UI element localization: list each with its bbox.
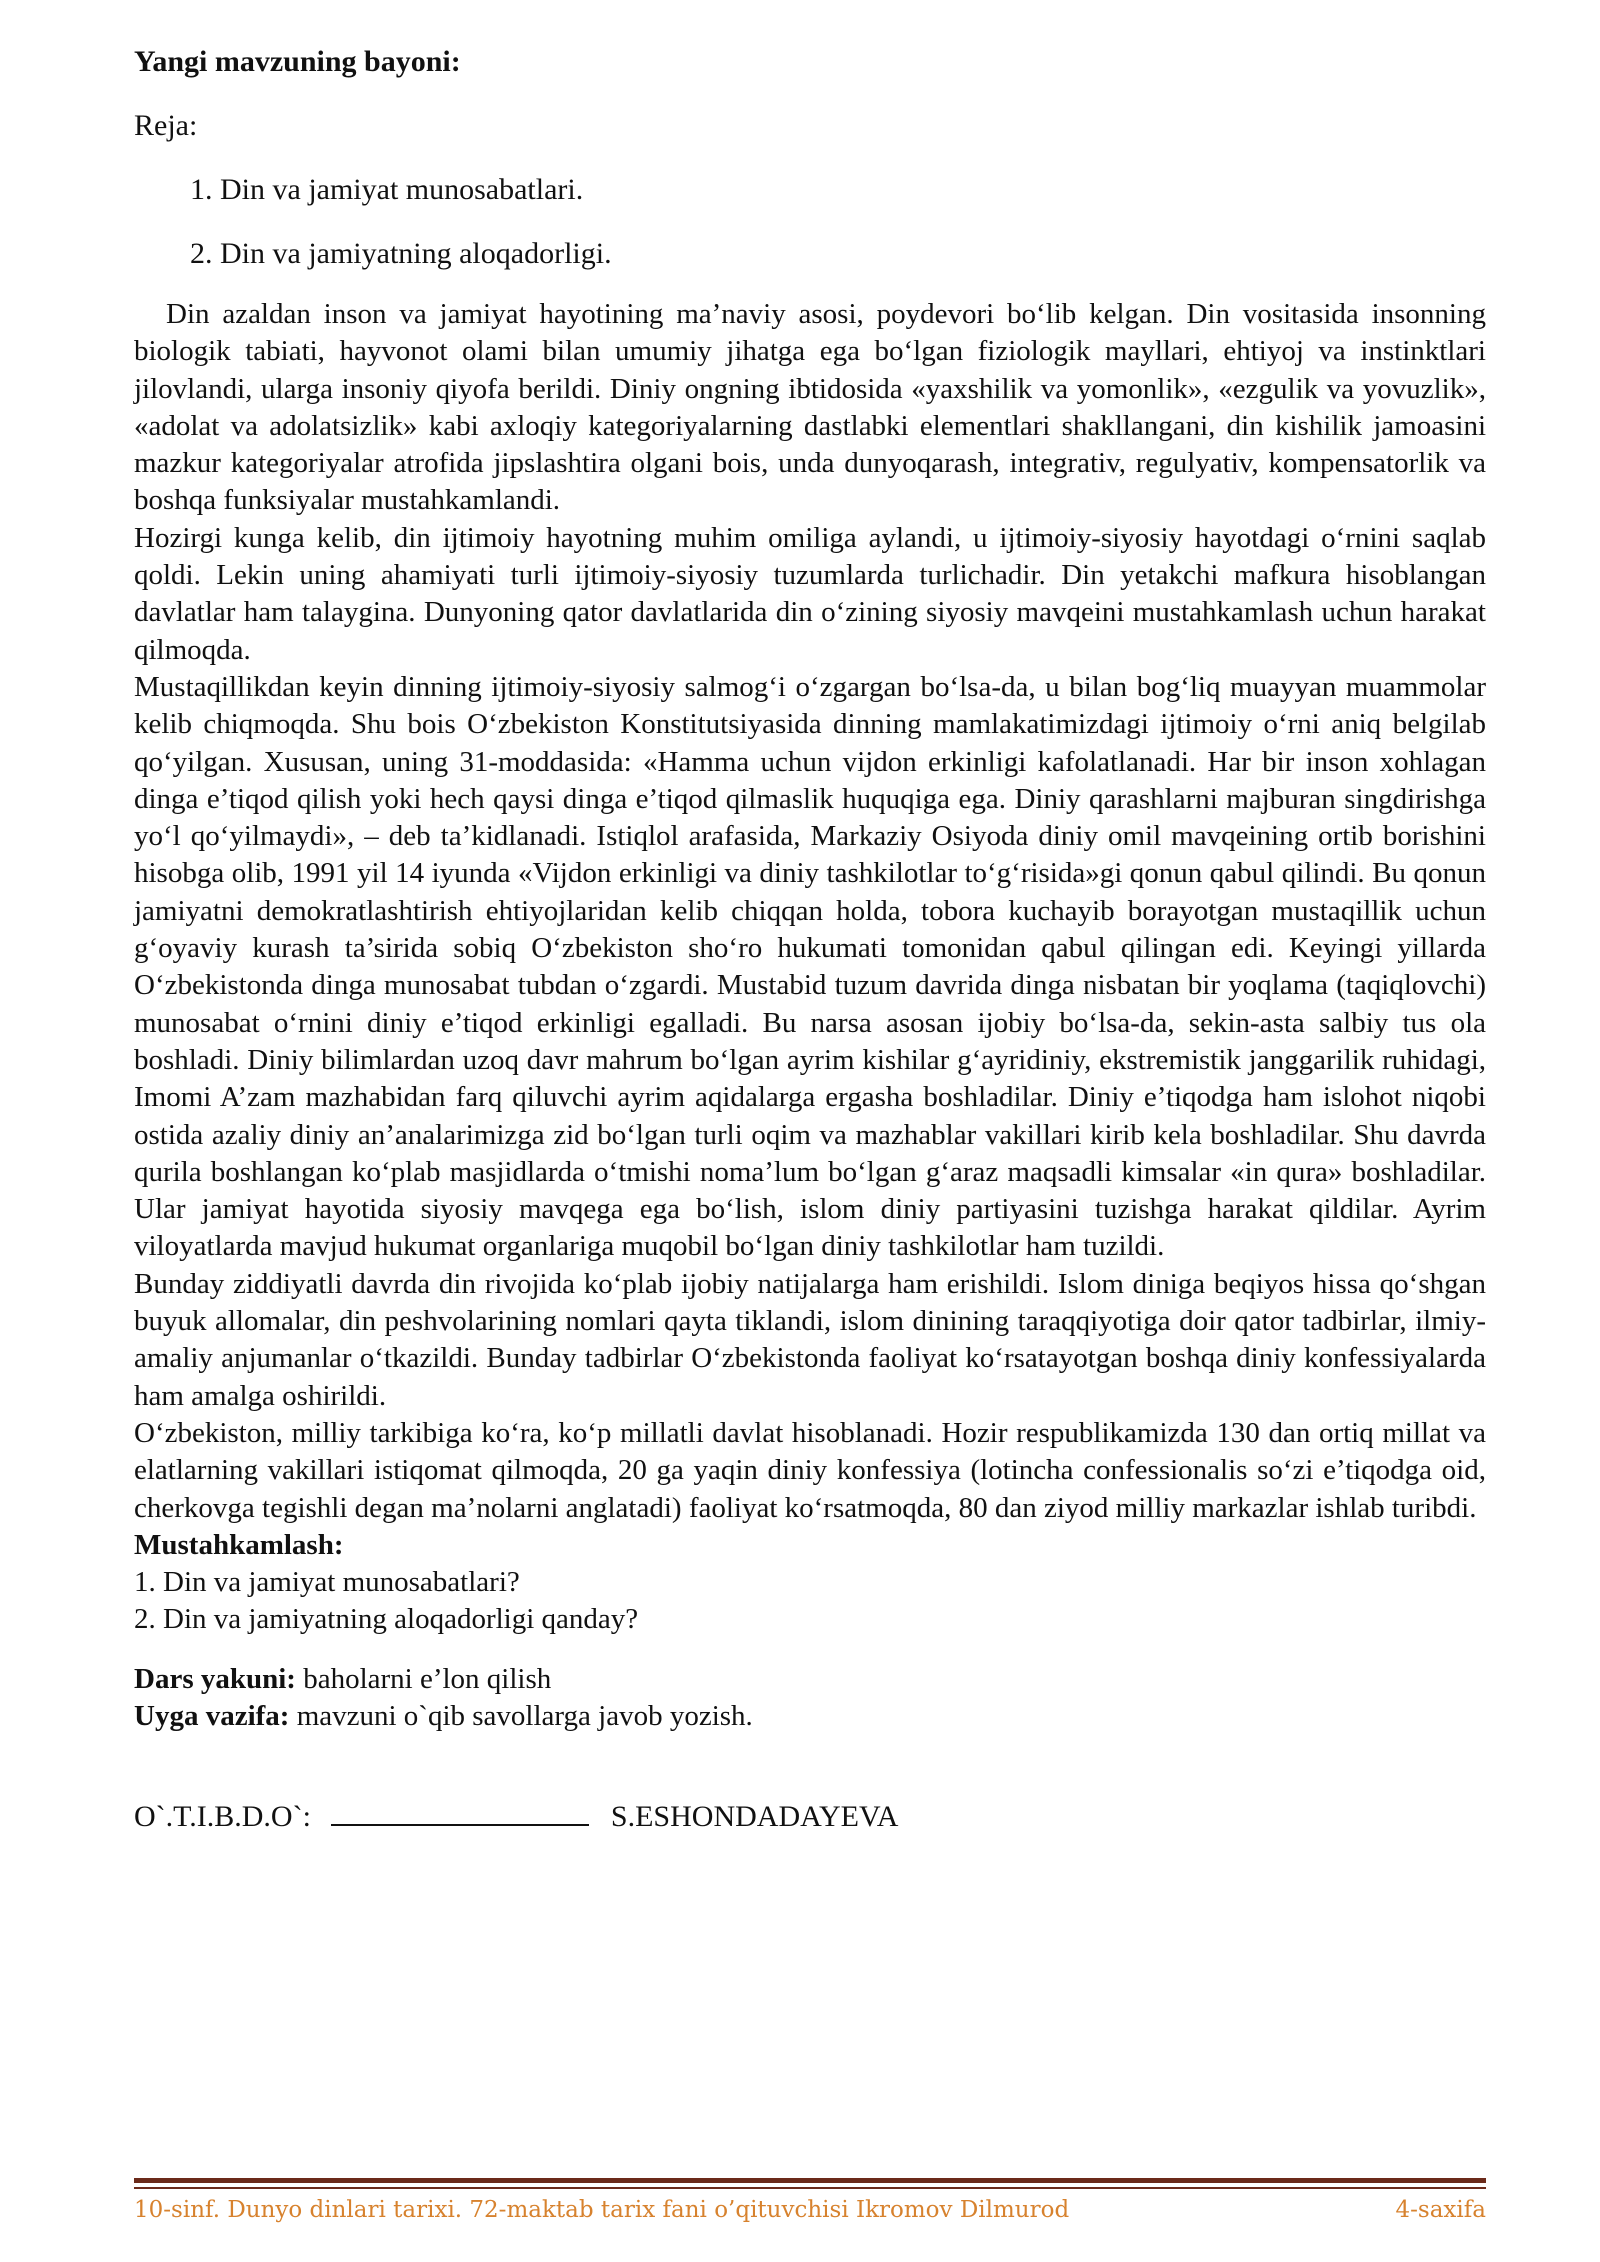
homework-text: mavzuni o`qib savollarga javob yozish. [289, 1699, 753, 1732]
consolidation-label: Mustahkamlash: [134, 1528, 344, 1561]
homework-label: Uyga vazifa: [134, 1699, 290, 1732]
review-question: 2. Din va jamiyatning aloqadorligi qanday? [134, 1603, 639, 1636]
body-paragraph: O‘zbekiston, milliy tarkibiga ko‘ra, ko‘p millatli davlat hisoblanadi. Hozir respublikamizda 130 dan ortiq millat va elatlarning vakillari istiqomat qilmoqda, 20 ga yaqin diniy konfessiya (lotincha confessionalis so‘zi e’tiqodga oid, cherkovga tegishli degan ma’nolarni anglatadi) faoliyat ko‘rsatmoqda, 80 dan ziyod milliy markazlar ishlab turibdi. [134, 1416, 1486, 1524]
plan-item: 1. Din va jamiyat munosabatlari. [190, 173, 584, 206]
signature-blank [331, 1798, 589, 1826]
homework-line [134, 1698, 1486, 1735]
signature-name: S.ESHONDADAYEVA [610, 1800, 899, 1834]
plan-label: Reja: [134, 109, 198, 142]
lesson-summary [134, 1661, 1486, 1736]
lesson-end-label: Dars yakuni: [134, 1662, 296, 1695]
footer-rule [134, 2178, 1486, 2183]
body-paragraph: Din azaldan inson va jamiyat hayotining ma’naviy asosi, poydevori bo‘lib kelgan. Din vositasida insonning biologik tabiati, hayvonot olami bilan umumiy jihatga ega bo‘lgan fiziologik mayllari, ehtiyoj va instinktlari jilovlandi, ularga insoniy qiyofa berildi. Diniy ongning ibtidosida «yaxshilik va yomonlik», «ezgulik va yovuzlik», «adolat va adolatsizlik» kabi axloqiy kategoriyalarning dastlabki elementlari shakllangani, din kishilik jamoasini mazkur kategoriyalar atrofida jipslashtira olgani bois, unda dunyoqarash, integrativ, regulyativ, kompensatorlik va boshqa funksiyalar mustahkamlandi. [134, 298, 1486, 517]
section-heading: Yangi mavzuning bayoni: [134, 45, 461, 78]
body-paragraph: Mustaqillikdan keyin dinning ijtimoiy-siyosiy salmog‘i o‘zgargan bo‘lsa-da, u bilan bog‘liq muayyan muammolar kelib chiqmoqda. Shu bois O‘zbekiston Konstitutsiyasida dinning mamlakatimizdagi ijtimoiy o‘rni aniq belgilab qo‘yilgan. Xususan, uning 31-moddasida: «Hamma uchun vijdon erkinligi kafolatlanadi. Har bir inson xohlagan dinga e’tiqod qilish yoki hech qaysi dinga e’tiqod qilmaslik huquqiga ega. Diniy qarashlarni majburan singdirishga yo‘l qo‘yilmaydi», – deb ta’kidlanadi. Istiqlol arafasida, Markaziy Osiyoda diniy omil mavqeining ortib borishini hisobga olib, 1991 yil 14 iyunda «Vijdon erkinligi va diniy tashkilotlar to‘g‘risida»gi qonun qabul qilindi. Bu qonun jamiyatni demokratlashtirish ehtiyojlaridan kelib chiqqan holda, tobora kuchayib borayotgan mustaqillik uchun g‘oyaviy kurash ta’sirida sobiq O‘zbekiston sho‘ro hukumati tomonidan qabul qilingan edi. Keyingi yillarda O‘zbekistonda dinga munosabat tubdan o‘zgardi. Mustabid tuzum davrida dinga nisbatan bir yoqlama (taqiqlovchi) munosabat o‘rnini diniy e’tiqod erkinligi egalladi. Bu narsa asosan ijobiy bo‘lsa-da, sekin-asta salbiy tus ola boshladi. Diniy bilimlardan uzoq davr mahrum bo‘lgan ayrim kishilar g‘ayridiniy, ekstremistik janggarilik ruhidagi, Imomi A’zam mazhabidan farq qiluvchi ayrim aqidalarga ergasha boshladilar. Diniy e’tiqodga ham islohot niqobi ostida azaliy diniy an’analarimizga zid bo‘lgan turli oqim va mazhablar vakillari kirib kela boshladilar. Shu davrda qurila boshlangan ko‘plab masjidlarda o‘tmishi noma’lum bo‘lgan g‘araz maqsadli kimsalar «in qura» boshladilar. Ular jamiyat hayotida siyosiy mavqega ega bo‘lish, islom diniy partiyasini tuzishga harakat qildilar. Ayrim viloyatlarda mavjud hukumat organlariga muqobil bo‘lgan diniy tashkilotlar ham tuzildi. [134, 670, 1486, 1263]
lesson-end-line [134, 1661, 1486, 1698]
page-footer [134, 2194, 1486, 2226]
lesson-end-text: baholarni e’lon qilish [295, 1662, 552, 1695]
footer-title: 10-sinf. Dunyo dinlari tarixi. 72-maktab tarix fani o’qituvchisi Ikromov Dilmurod [134, 2197, 1070, 2223]
signature-line [134, 1795, 1486, 1839]
footer-rule [134, 2187, 1486, 2189]
plan-item: 2. Din va jamiyatning aloqadorligi. [190, 237, 612, 270]
review-question: 1. Din va jamiyat munosabatlari? [134, 1566, 520, 1599]
body-paragraph: Hozirgi kunga kelib, din ijtimoiy hayotning muhim omiliga aylandi, u ijtimoiy-siyosiy hayotdagi o‘rnini saqlab qoldi. Lekin uning ahamiyati turli ijtimoiy-siyosiy tuzumlarda turlichadir. Din yetakchi mafkura hisoblangan davlatlar ham talaygina. Dunyoning qator davlatlarida din o‘zining siyosiy mavqeini mustahkamlash uchun harakat qilmoqda. [134, 521, 1486, 666]
signature-label: O`.T.I.B.D.O`: [134, 1800, 311, 1834]
page-number: 4-saxifa [1395, 2197, 1486, 2223]
plan-list [134, 168, 1486, 276]
document-page [134, 40, 1486, 1839]
body-paragraph: Bunday ziddiyatli davrda din rivojida ko‘plab ijobiy natijalarga ham erishildi. Islom diniga beqiyos hissa qo‘shgan buyuk allomalar, din peshvolarining nomlari qayta tiklandi, islom dinining taraqqiyotiga doir qator tadbirlar, ilmiy-amaliy anjumanlar o‘tkazildi. Bunday tadbirlar O‘zbekistonda faoliyat ko‘rsatayotgan boshqa diniy konfessiyalarda ham amalga oshirildi. [134, 1267, 1486, 1412]
